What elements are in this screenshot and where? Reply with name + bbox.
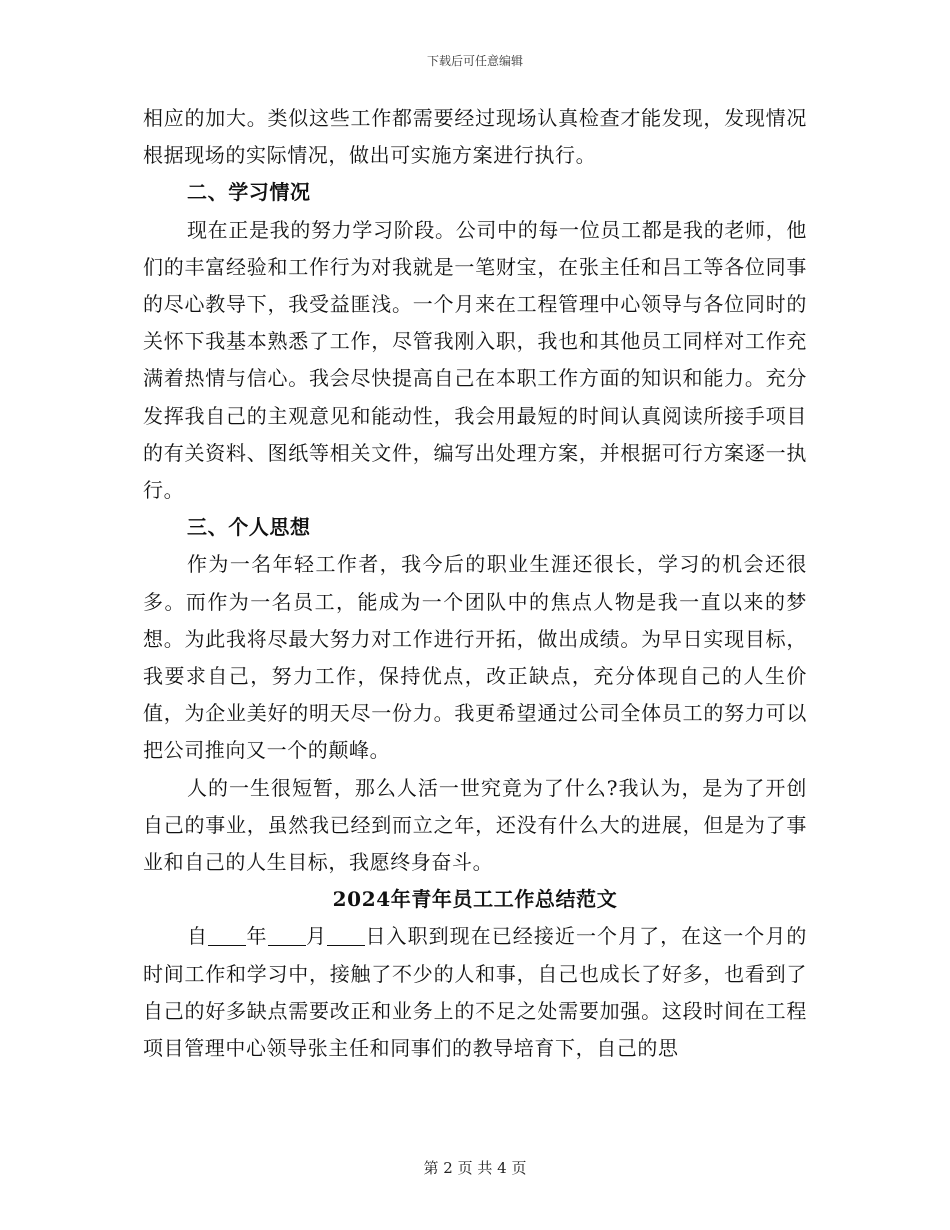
paragraph-thought: 作为一名年轻工作者，我今后的职业生涯还很长，学习的机会还很多。而作为一名员工，能成为一个团队中的焦点人物是我一直以来的梦想。为此我将尽最大努力对工作进行开拓，做出成绩。为早日实现目标，我要求自己，努力工作，保持优点，改正缺点，充分体现自己的人生价值，为企业美好的明天尽一份力。我更希望通过公司全体员工的努力可以把公司推向又一个的颠峰。 (143, 552, 807, 763)
paragraph-study: 现在正是我的努力学习阶段。公司中的每一位员工都是我的老师，他们的丰富经验和工作行为对我就是一笔财宝，在张主任和吕工等各位同事的尽心教导下，我受益匪浅。一个月来在工程管理中心领导与各位同时的关怀下我基本熟悉了工作，尽管我刚入职，我也和其他员工同样对工作充满着热情与信心。我会尽快提高自己在本职工作方面的知识和能力。充分发挥我自己的主观意见和能动性，我会用最短的时间认真阅读所接手项目的有关资料、图纸等相关文件，编写出处理方案，并根据可行方案逐一执行。 (143, 217, 807, 503)
section-heading-study: 二、学习情况 (187, 180, 311, 205)
blank-month (268, 925, 306, 946)
section-heading-thought: 三、个人思想 (187, 515, 311, 540)
blank-year (208, 925, 246, 946)
page-footer: 第 2 页 共 4 页 (423, 1159, 527, 1177)
paragraph-continuation: 相应的加大。类似这些工作都需要经过现场认真检查才能发现，发现情况根据现场的实际情况，做出可实施方案进行执行。 (143, 106, 807, 168)
intro-start: 自 (187, 924, 209, 949)
intro-year: 年 (246, 924, 268, 949)
document-body (143, 100, 807, 1067)
paragraph-life: 人的一生很短暂，那么人活一世究竟为了什么?我认为，是为了开创自己的事业，虽然我已经到而立之年，还没有什么大的进展，但是为了事业和自己的人生目标，我愿终身奋斗。 (143, 775, 807, 875)
intro-month: 月 (305, 924, 328, 949)
blank-day (327, 925, 365, 946)
intro-rest: 日入职到现在已经接近一个月了，在这一个月的时间工作和学习中，接触了不少的人和事，自己也成长了好多，也看到了自己的好多缺点需要改正和业务上的不足之处需要加强。这段时间在工程项目管理中心领导张主任和同事们的教导培育下，自己的思 (143, 924, 807, 1061)
paragraph-intro (143, 918, 807, 1067)
page-header: 下载后可任意编辑 (426, 54, 523, 68)
article-title: 2024年青年员工工作总结范文 (332, 887, 618, 912)
